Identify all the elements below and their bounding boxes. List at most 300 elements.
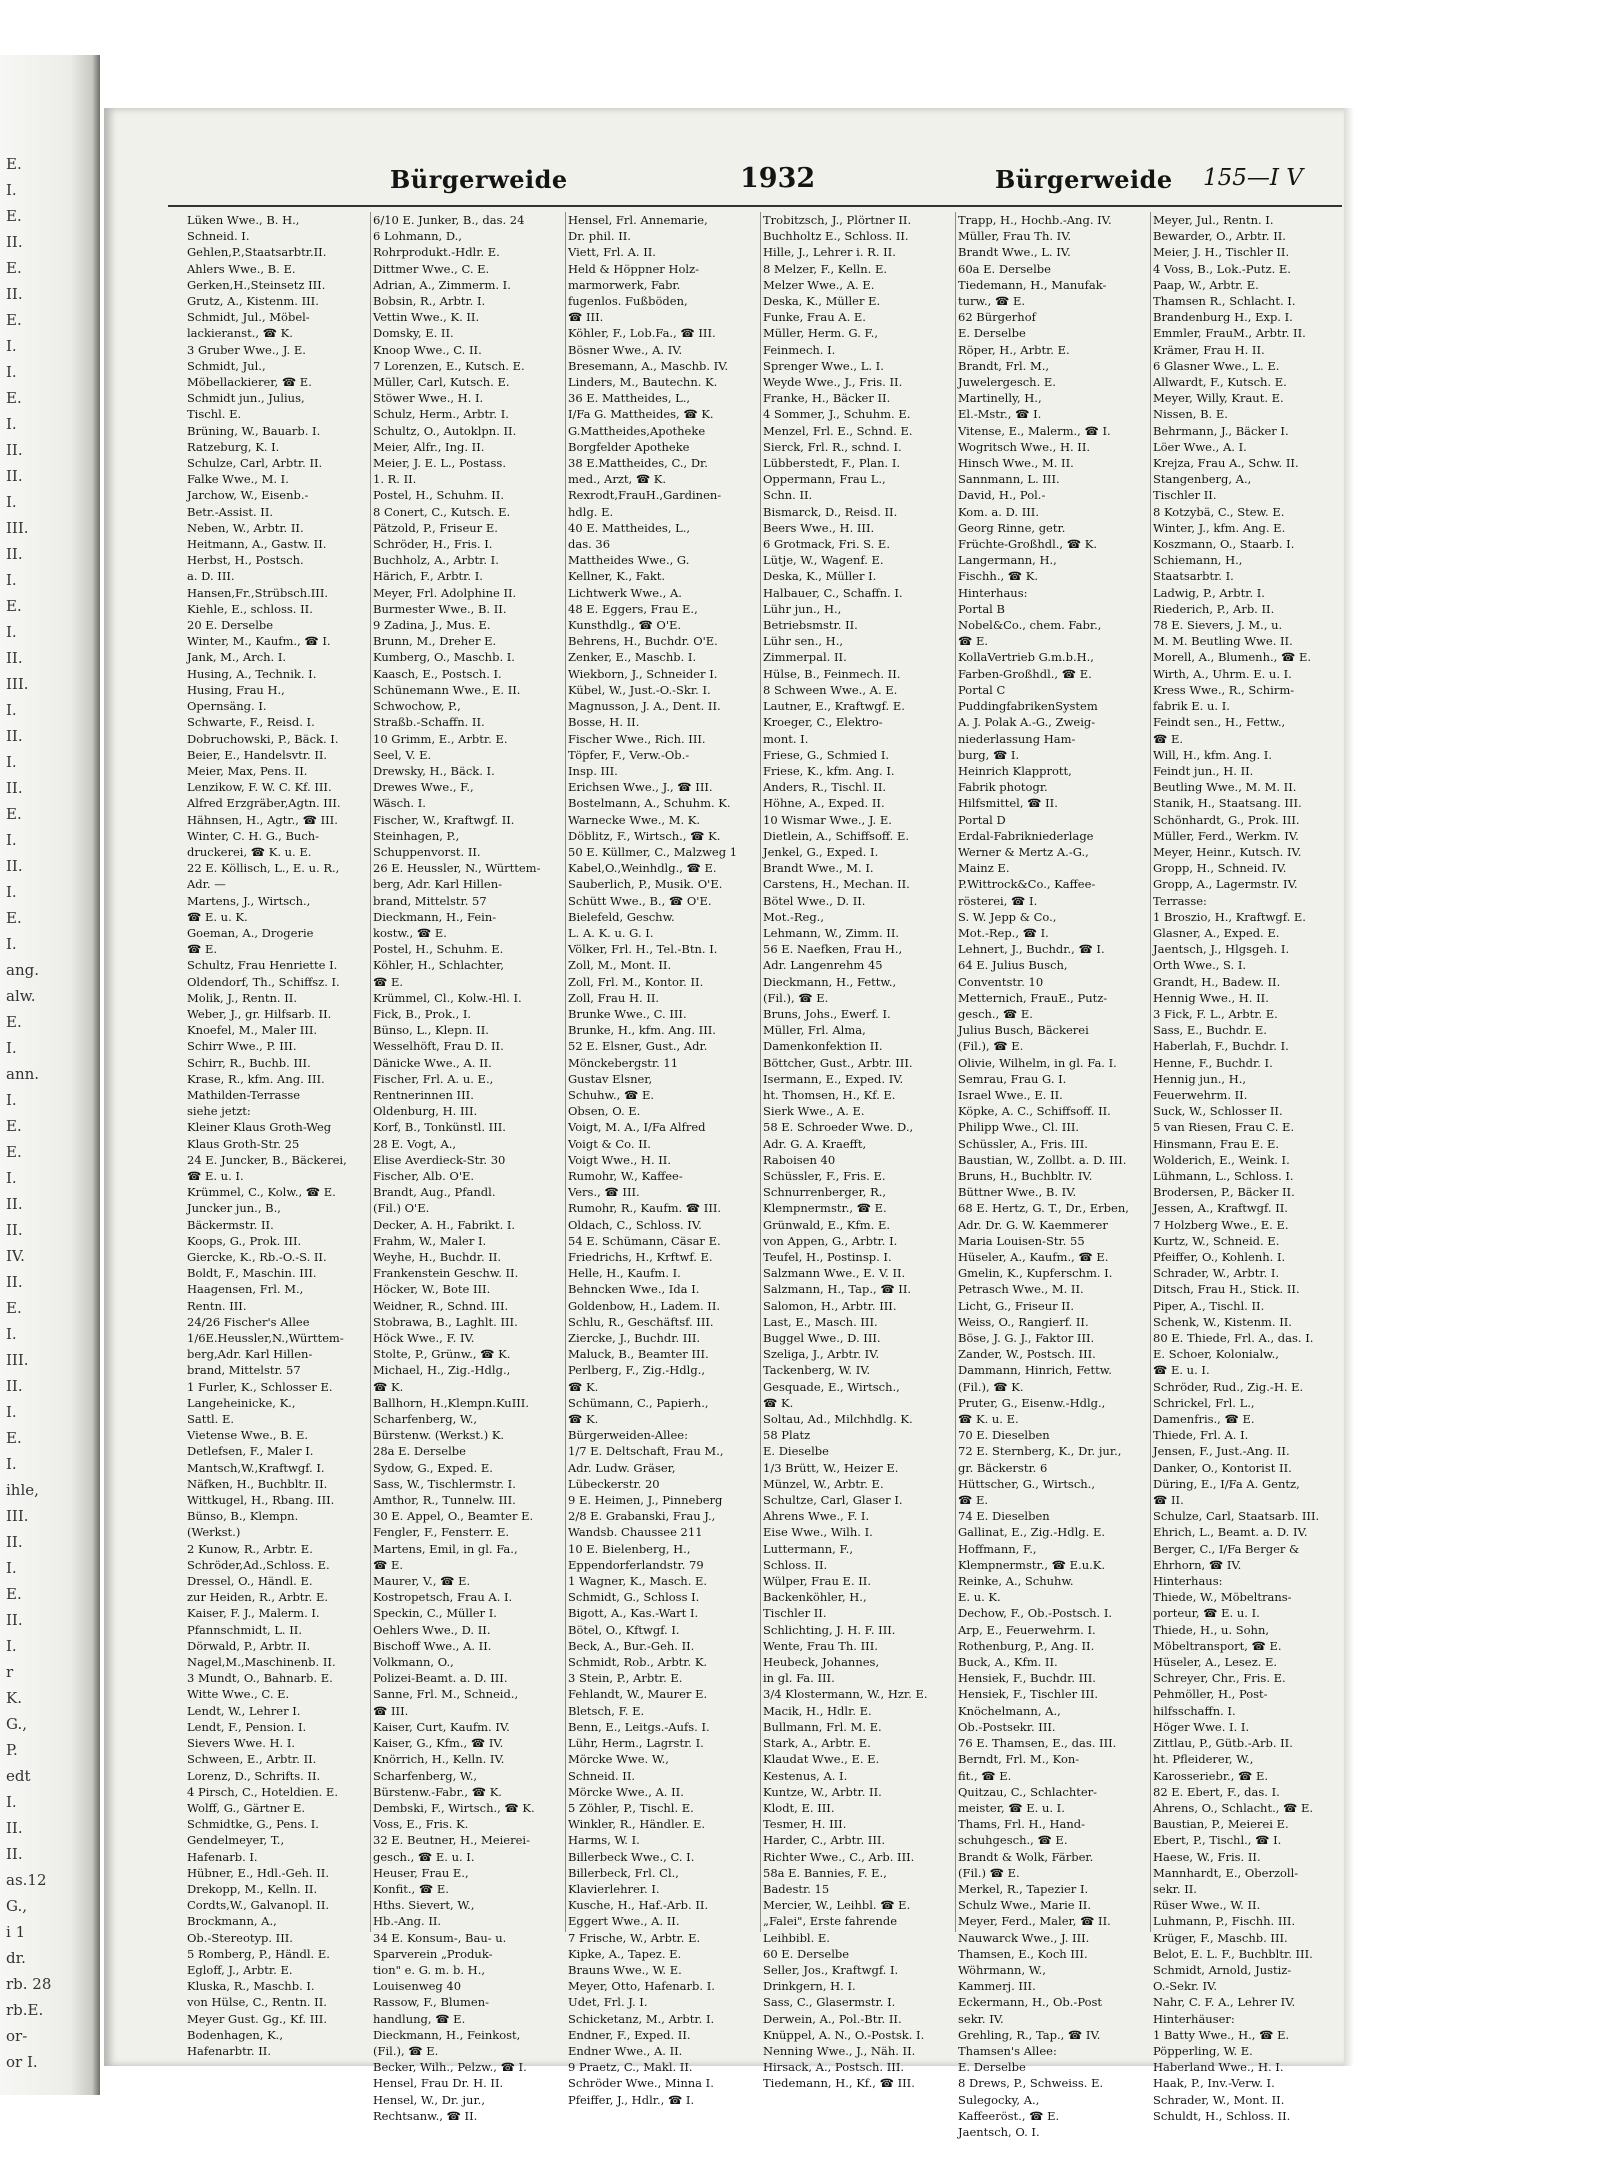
directory-entry: Thiede, H., u. Sohn, <box>1153 1622 1270 1637</box>
directory-entry: lackieranst., ☎ K. <box>187 326 293 341</box>
gutter-fragment: I. <box>6 1637 17 1655</box>
directory-entry: E. u. K. <box>958 1590 1001 1605</box>
directory-entry: Schwarte, F., Reisd. I. <box>187 715 315 730</box>
directory-entry: (Fil.), ☎ E. <box>763 990 829 1005</box>
directory-entry: ☎ E. <box>958 634 989 649</box>
directory-entry: Kunsthdlg., ☎ O'E. <box>568 618 682 633</box>
directory-entry: Mantsch,W.,Kraftwgf. I. <box>187 1460 325 1475</box>
directory-entry: Grünwald, E., Kfm. E. <box>763 1217 891 1232</box>
directory-entry: 3 Stein, P., Arbtr. E. <box>568 1671 683 1686</box>
directory-entry: Klempnermstr., ☎ E. <box>763 1201 887 1216</box>
directory-entry: Krämer, Frau H. II. <box>1153 342 1265 357</box>
directory-entry: 72 E. Sternberg, K., Dr. jur., <box>958 1444 1122 1459</box>
directory-entry: Menzel, Frl. E., Schnd. E. <box>763 423 913 438</box>
directory-entry: Krümmel, C., Kolw., ☎ E. <box>187 1185 336 1200</box>
directory-entry: Sass, E., Buchdr. E. <box>1153 1023 1267 1038</box>
directory-entry: Bewarder, O., Arbtr. II. <box>1153 229 1286 244</box>
directory-entry: Hinterhaus: <box>958 585 1028 600</box>
gutter-fragment: P. <box>6 1741 18 1759</box>
directory-entry: Nenning Wwe., J., Näh. II. <box>763 2043 916 2058</box>
directory-entry: Adr. G. A. Kraefft, <box>763 1136 867 1151</box>
directory-entry: Grutz, A., Kistenm. III. <box>187 294 319 309</box>
directory-entry: Thams, Frl. H., Hand- <box>958 1817 1086 1832</box>
directory-entry: 3/4 Klostermann, W., Hzr. E. <box>763 1687 928 1702</box>
directory-entry: ☎ III. <box>568 310 604 325</box>
directory-entry: ☎ K. u. E. <box>958 1412 1019 1427</box>
directory-entry: Rentnerinnen III. <box>373 1087 474 1102</box>
directory-entry: Brandt, Frl. M., <box>958 358 1050 373</box>
directory-entry: Arp, E., Feuerwehrm. I. <box>958 1622 1096 1637</box>
directory-entry: PuddingfabrikenSystem <box>958 699 1098 714</box>
directory-entry: 74 E. Dieselben <box>958 1509 1050 1524</box>
gutter-fragment: II. <box>6 441 23 459</box>
directory-entry: Tischl. E. <box>187 407 242 422</box>
directory-entry: Kuntze, W., Arbtr. II. <box>763 1784 882 1799</box>
directory-entry: Sass, W., Tischlermstr. I. <box>373 1476 516 1491</box>
directory-entry: 5 van Riesen, Frau C. E. <box>1153 1120 1295 1135</box>
directory-entry: Adr. Ludw. Gräser, <box>568 1460 676 1475</box>
directory-entry: Sprenger Wwe., L. I. <box>763 358 884 373</box>
directory-entry: Adr. Langenrehm 45 <box>763 958 883 973</box>
directory-entry: Hths. Sievert, W., <box>373 1898 475 1913</box>
directory-entry: Lichtwerk Wwe., A. <box>568 585 682 600</box>
directory-entry: Staatsarbtr. I. <box>1153 569 1234 584</box>
directory-entry: Schümann, C., Papierh., <box>568 1395 709 1410</box>
directory-entry: Bötel, O., Kftwgf. I. <box>568 1622 680 1637</box>
directory-entry: Fischer, Alb. O'E. <box>373 1168 475 1183</box>
directory-entry: Trapp, H., Hochb.-Ang. IV. <box>958 213 1112 227</box>
directory-entry: 36 E. Mattheides, L., <box>568 391 691 406</box>
directory-entry: Orth Wwe., S. I. <box>1153 958 1247 973</box>
directory-entry: Tiedemann, H., Manufak- <box>958 277 1107 292</box>
gutter-fragment: I. <box>6 415 17 433</box>
directory-entry: von Hülse, C., Rentn. II. <box>187 1995 327 2010</box>
directory-entry: Brandt Wwe., L. IV. <box>958 245 1071 260</box>
directory-entry: Lübberstedt, F., Plan. I. <box>763 456 901 471</box>
gutter-fragment: IV. <box>6 1247 25 1265</box>
directory-entry: Oehlers Wwe., D. II. <box>373 1622 491 1637</box>
directory-entry: Wöhrmann, W., <box>958 1962 1046 1977</box>
directory-entry: Hilfsmittel, ☎ II. <box>958 796 1058 811</box>
directory-entry: Schirr, R., Buchb. III. <box>187 1055 311 1070</box>
directory-entry: Friedrichs, H., Krftwf. E. <box>568 1250 713 1264</box>
gutter-fragment: I. <box>6 883 17 901</box>
directory-entry: Farben-Großhdl., ☎ E. <box>958 666 1092 681</box>
gutter-fragment: I. <box>6 701 17 719</box>
directory-entry: 1/6E.Heussler,N.,Württem- <box>187 1331 344 1346</box>
directory-entry: Burmester Wwe., B. II. <box>373 601 507 616</box>
directory-entry: Drewes Wwe., F., <box>373 780 474 795</box>
directory-entry: Bobsin, R., Arbtr. I. <box>373 294 486 309</box>
directory-entry: Kestenus, A. I. <box>763 1768 848 1783</box>
directory-entry: Salomon, H., Arbtr. III. <box>763 1298 897 1313</box>
directory-entry: Berger, C., I/Fa Berger & <box>1153 1541 1300 1556</box>
directory-entry: Näfken, H., Buchbltr. II. <box>187 1476 328 1491</box>
directory-entry: ☎ E. u. I. <box>1153 1363 1210 1378</box>
directory-entry: Pfeiffer, J., Hdlr., ☎ I. <box>568 2092 695 2107</box>
directory-entry: Nobel&Co., chem. Fabr., <box>958 618 1102 633</box>
directory-entry: 68 E. Hertz, G. T., Dr., Erben, <box>958 1201 1129 1216</box>
directory-entry: Früchte-Großhdl., ☎ K. <box>958 537 1097 552</box>
directory-entry: Grandt, H., Badew. II. <box>1153 974 1281 989</box>
directory-entry: Bletsch, F. E. <box>568 1703 645 1718</box>
directory-entry: Erichsen Wwe., J., ☎ III. <box>568 780 713 795</box>
gutter-fragment: I. <box>6 935 17 953</box>
directory-entry: ☎ K. <box>568 1412 599 1427</box>
directory-entry: ☎ E. u. I. <box>187 1168 244 1183</box>
directory-entry: Mercier, W., Leihbl. ☎ E. <box>763 1898 911 1913</box>
gutter-fragment: I. <box>6 1039 17 1057</box>
directory-entry: Mot.-Rep., ☎ I. <box>958 925 1049 940</box>
directory-entry: Hensel, Frl. Annemarie, <box>568 213 708 227</box>
directory-entry: Meyer, Jul., Rentn. I. <box>1153 213 1274 227</box>
directory-entry: Schween, E., Arbtr. II. <box>187 1752 317 1767</box>
directory-entry: Wittkugel, H., Rbang. III. <box>187 1493 335 1508</box>
directory-entry: 3 Gruber Wwe., J. E. <box>187 342 306 357</box>
directory-entry: Lühr, Herm., Lagrstr. I. <box>568 1736 704 1751</box>
directory-entry: Hensiek, F., Tischler III. <box>958 1687 1099 1702</box>
directory-entry: Polizei-Beamt. a. D. III. <box>373 1671 508 1686</box>
directory-entry: Bielefeld, Geschw. <box>568 909 675 924</box>
directory-entry: Stangenberg, A., <box>1153 472 1252 487</box>
directory-entry: Scharfenberg, W., <box>373 1768 478 1783</box>
directory-entry: Elise Averdieck-Str. 30 <box>373 1152 506 1167</box>
directory-entry: Lühr sen., H., <box>763 634 844 649</box>
gutter-fragment: II. <box>6 727 23 745</box>
gutter-fragment: II. <box>6 545 23 563</box>
directory-entry: Behrmann, J., Bäcker I. <box>1153 423 1289 438</box>
directory-column-3 <box>565 212 748 2107</box>
directory-entry: (Werkst.) <box>187 1525 241 1540</box>
directory-entry: Emmler, FrauM., Arbtr. II. <box>1153 326 1306 341</box>
directory-entry: 1/7 E. Deltschaft, Frau M., <box>568 1444 724 1459</box>
directory-entry: Dittmer Wwe., C. E. <box>373 261 490 276</box>
directory-entry: Sanne, Frl. M., Schneid., <box>373 1687 519 1702</box>
directory-entry: fugenlos. Fußböden, <box>568 294 688 309</box>
gutter-fragment: II. <box>6 467 23 485</box>
directory-entry: 32 E. Beutner, H., Meierei- <box>373 1833 530 1848</box>
directory-entry: 4 Sommer, J., Schuhm. E. <box>763 407 911 422</box>
directory-entry: Ahrens Wwe., F. I. <box>763 1509 870 1524</box>
directory-entry: Betr.-Assist. II. <box>187 504 274 519</box>
directory-entry: Lübeckerstr. 20 <box>568 1476 660 1491</box>
directory-entry: Eggert Wwe., A. II. <box>568 1914 680 1929</box>
directory-entry: Schloss. II. <box>763 1557 828 1572</box>
directory-entry: Klodt, E. III. <box>763 1800 835 1815</box>
directory-entry: 1 Batty Wwe., H., ☎ E. <box>1153 2027 1290 2042</box>
directory-entry: 60a E. Derselbe <box>958 261 1051 276</box>
directory-entry: Voigt & Co. II. <box>568 1136 651 1151</box>
gutter-fragment: or I. <box>6 2053 38 2071</box>
directory-entry: 60 E. Derselbe <box>763 1946 850 1961</box>
directory-entry: Rohrprodukt.-Hdlr. E. <box>373 245 500 260</box>
directory-entry: Lühr jun., H., <box>763 601 842 616</box>
directory-entry: 28a E. Derselbe <box>373 1444 466 1459</box>
directory-entry: Schmidtke, G., Pens. I. <box>187 1817 319 1832</box>
directory-entry: Kumberg, O., Maschb. I. <box>373 650 515 665</box>
directory-entry: 8 Drews, P., Schweiss. E. <box>958 2076 1104 2091</box>
directory-entry: Backenköhler, H., <box>763 1590 867 1605</box>
directory-entry: 50 E. Küllmer, C., Malzweg 1 <box>568 844 738 859</box>
directory-entry: Hüseler, A., Kaufm., ☎ E. <box>958 1250 1109 1264</box>
gutter-fragment: II. <box>6 1819 23 1837</box>
directory-entry: Langeheinicke, K., <box>187 1395 296 1410</box>
directory-entry: Schröder, Rud., Zig.-H. E. <box>1153 1379 1304 1394</box>
directory-entry: Schneid. I. <box>187 229 250 244</box>
directory-entry: Philipp Wwe., Cl. III. <box>958 1120 1080 1135</box>
directory-entry: Bosse, H. II. <box>568 715 640 730</box>
directory-entry: Sass, C., Glasermstr. I. <box>763 1995 896 2010</box>
directory-entry: turw., ☎ E. <box>958 294 1026 309</box>
directory-entry: Conventstr. 10 <box>958 974 1044 989</box>
directory-entry: Isermann, E., Exped. IV. <box>763 1071 904 1086</box>
directory-entry: Haak, P., Inv.-Verw. I. <box>1153 2076 1275 2091</box>
directory-entry: kostw., ☎ E. <box>373 925 447 940</box>
directory-entry: Töpfer, F., Verw.-Ob.- <box>568 747 690 762</box>
directory-entry: Cordts,W., Galvanopl. II. <box>187 1898 330 1913</box>
directory-entry: 3 Fick, F. L., Arbtr. E. <box>1153 1006 1278 1021</box>
directory-entry: Metternich, FrauE., Putz- <box>958 990 1108 1005</box>
directory-entry: Baustian, P., Meierei E. <box>1153 1817 1289 1832</box>
directory-entry: Dobruchowski, P., Bäck. I. <box>187 731 339 746</box>
directory-entry: Beck, A., Bur.-Geh. II. <box>568 1638 695 1653</box>
gutter-fragment: I. <box>6 1403 17 1421</box>
directory-entry: Amthor, R., Tunnelw. III. <box>373 1493 516 1508</box>
directory-entry: Feindt sen., H., Fettw., <box>1153 715 1286 730</box>
directory-entry: David, H., Pol.- <box>958 488 1046 503</box>
directory-entry: Sattl. E. <box>187 1412 235 1427</box>
directory-entry: Lütje, W., Wagenf. E. <box>763 553 884 568</box>
directory-entry: Fengler, F., Fensterr. E. <box>373 1525 510 1540</box>
gutter-fragment: I. <box>6 337 17 355</box>
directory-entry: Hafenarbtr. II. <box>187 2043 271 2058</box>
directory-entry: Bodenhagen, K., <box>187 2027 283 2042</box>
directory-entry: Kleiner Klaus Groth-Weg <box>187 1120 332 1135</box>
directory-entry: Stanik, H., Staatsang. III. <box>1153 796 1302 811</box>
directory-entry: Meyer, Heinr., Kutsch. IV. <box>1153 844 1302 859</box>
directory-entry: Olivie, Wilhelm, in gl. Fa. I. <box>958 1055 1117 1070</box>
directory-entry: 62 Bürgerhof <box>958 310 1036 325</box>
directory-column-6 <box>1150 212 1333 2123</box>
directory-entry: Merkel, R., Tapezier I. <box>958 1881 1089 1896</box>
year-heading: 1932 <box>740 163 816 194</box>
directory-entry: Brüning, W., Bauarb. I. <box>187 423 321 438</box>
directory-entry: Schuhw., ☎ E. <box>568 1087 655 1102</box>
directory-entry: Nahr, C. F. A., Lehrer IV. <box>1153 1995 1296 2010</box>
directory-entry: Betriebsmstr. II. <box>763 618 858 633</box>
directory-entry: Dieckmann, H., Fettw., <box>763 974 897 989</box>
directory-entry: Koops, G., Prok. III. <box>187 1233 302 1248</box>
directory-entry: Wandsb. Chaussee 211 <box>568 1525 703 1540</box>
directory-entry: 10 Wismar Wwe., J. E. <box>763 812 892 827</box>
directory-entry: Straßb.-Schaffn. II. <box>373 715 485 730</box>
directory-entry: Brandt & Wolk, Färber. <box>958 1849 1094 1864</box>
directory-entry: Drekopp, M., Kelln. II. <box>187 1881 318 1896</box>
directory-entry: Sauberlich, P., Musik. O'E. <box>568 877 723 892</box>
directory-entry: ☎ K. <box>568 1379 599 1394</box>
directory-entry: Funke, Frau A. E. <box>763 310 866 325</box>
gutter-fragment: ann. <box>6 1065 40 1083</box>
directory-entry: Böse, J. G. J., Faktor III. <box>958 1331 1095 1346</box>
gutter-fragment: I. <box>6 1169 17 1187</box>
directory-entry: Mattheides Wwe., G. <box>568 553 690 568</box>
directory-entry: Brandt Wwe., M. I. <box>763 861 874 876</box>
directory-entry: Bismarck, D., Reisd. II. <box>763 504 898 519</box>
gutter-fragment: as.12 <box>6 1871 47 1889</box>
directory-entry: Meier, Max, Pens. II. <box>187 763 308 778</box>
directory-entry: Drinkgern, H. I. <box>763 1979 856 1994</box>
directory-entry: Ditsch, Frau H., Stick. II. <box>1153 1282 1300 1297</box>
directory-entry: Bullmann, Frl. M. E. <box>763 1719 882 1734</box>
directory-entry: Müller, Ferd., Werkm. IV. <box>1153 828 1299 843</box>
directory-entry: Schönhardt, G., Prok. III. <box>1153 812 1300 827</box>
directory-entry: Buchholz, A., Arbtr. I. <box>373 553 499 568</box>
directory-entry: Badestr. 15 <box>763 1881 830 1896</box>
directory-entry: Hinsch Wwe., M. II. <box>958 456 1074 471</box>
directory-entry: Schmidt, Rob., Arbtr. K. <box>568 1655 708 1670</box>
directory-entry: Will, H., kfm. Ang. I. <box>1153 747 1272 762</box>
directory-entry: KollaVertrieb G.m.b.H., <box>958 650 1094 665</box>
directory-entry: Postel, H., Schuhm. E. <box>373 942 504 957</box>
directory-entry: Ladwig, P., Arbtr. I. <box>1153 585 1265 600</box>
directory-entry: handlung, ☎ E. <box>373 2011 466 2026</box>
directory-entry: Martens, Emil, in gl. Fa., <box>373 1541 518 1556</box>
directory-entry: Weidner, R., Schnd. III. <box>373 1298 509 1313</box>
directory-entry: Kipke, A., Tapez. E. <box>568 1946 682 1961</box>
directory-entry: siehe jetzt: <box>187 1104 251 1119</box>
directory-entry: Gesquade, E., Wirtsch., <box>763 1379 900 1394</box>
directory-entry: Schulze, Carl, Arbtr. II. <box>187 456 323 471</box>
directory-entry: Salzmann Wwe., E. V. II. <box>763 1266 906 1281</box>
directory-entry: 40 E. Mattheides, L., <box>568 520 691 535</box>
directory-entry: Gallinat, E., Zig.-Hdlg. E. <box>958 1525 1105 1540</box>
directory-entry: 70 E. Dieselben <box>958 1428 1050 1443</box>
directory-entry: Schultze, Carl, Glaser I. <box>763 1493 903 1508</box>
directory-entry: Licht, G., Friseur II. <box>958 1298 1074 1313</box>
directory-entry: Meyer, Ferd., Maler, ☎ II. <box>958 1914 1111 1929</box>
directory-entry: Möbeltransport, ☎ E. <box>1153 1638 1282 1653</box>
directory-entry: Hb.-Ang. II. <box>373 1914 442 1929</box>
directory-entry: Dembski, F., Wirtsch., ☎ K. <box>373 1800 535 1815</box>
directory-entry: Sparverein „Produk- <box>373 1946 493 1961</box>
directory-entry: Schulz, Herm., Arbtr. I. <box>373 407 509 422</box>
directory-entry: Benn, E., Leitgs.-Aufs. I. <box>568 1719 710 1734</box>
gutter-fragment: edt <box>6 1767 31 1785</box>
directory-entry: ☎ K. <box>373 1379 404 1394</box>
directory-entry: hdlg. E. <box>568 504 614 519</box>
gutter-fragment: E. <box>6 805 22 823</box>
directory-entry: Bigott, A., Kas.-Wart I. <box>568 1606 699 1621</box>
directory-entry: 1 Wagner, K., Masch. E. <box>568 1574 708 1589</box>
gutter-fragment: or- <box>6 2027 28 2045</box>
directory-entry: Endner, F., Exped. II. <box>568 2027 691 2042</box>
directory-entry: Vietense Wwe., B. E. <box>187 1428 309 1443</box>
directory-entry: Schröder Wwe., Minna I. <box>568 2076 714 2091</box>
directory-entry: Karosseriebr., ☎ E. <box>1153 1768 1269 1783</box>
directory-entry: Dietlein, A., Schiffsoff. E. <box>763 828 909 843</box>
directory-entry: Schenk, W., Kistenm. II. <box>1153 1314 1292 1329</box>
directory-entry: Michael, H., Zig.-Hdlg., <box>373 1363 511 1378</box>
directory-entry: Bürgerweiden-Allee: <box>568 1428 688 1443</box>
directory-entry: Kiehle, E., schloss. II. <box>187 601 313 616</box>
directory-entry: Gustav Elsner, <box>568 1071 653 1086</box>
directory-entry: O.-Sekr. IV. <box>1153 1979 1217 1994</box>
directory-entry: ☎ E. <box>958 1493 989 1508</box>
directory-entry: (Fil.) O'E. <box>373 1201 430 1216</box>
directory-entry: Damenfris., ☎ E. <box>1153 1412 1255 1427</box>
street-heading-right: Bürgerweide <box>995 165 1173 194</box>
directory-entry: gesch., ☎ E. u. I. <box>373 1849 475 1864</box>
directory-entry: das. 36 <box>568 537 611 552</box>
directory-entry: Schlichting, J. H. F. III. <box>763 1622 896 1637</box>
directory-entry: Martinelly, H., <box>958 391 1042 406</box>
directory-entry: Bünso, B., Klempn. <box>187 1509 299 1524</box>
directory-entry: sekr. II. <box>1153 1881 1197 1896</box>
directory-entry: Schmidt, Arnold, Justiz- <box>1153 1962 1292 1977</box>
directory-entry: Müller, Carl, Kutsch. E. <box>373 375 510 390</box>
directory-entry: Thamsen R., Schlacht. I. <box>1153 294 1296 309</box>
directory-entry: Winkler, R., Händler. E. <box>568 1817 706 1832</box>
directory-entry: Fischh., ☎ K. <box>958 569 1039 584</box>
directory-entry: Warnecke Wwe., M. K. <box>568 812 701 827</box>
directory-entry: Buchholtz E., Schloss. II. <box>763 229 909 244</box>
directory-entry: Kaasch, E., Postsch. I. <box>373 666 502 681</box>
directory-entry: Becker, Wilh., Pelzw., ☎ I. <box>373 2060 527 2075</box>
directory-entry: S. W. Jepp & Co., <box>958 909 1057 924</box>
directory-entry: Lendt, W., Lehrer I. <box>187 1703 301 1718</box>
directory-entry: (Fil.), ☎ E. <box>958 1039 1024 1054</box>
directory-entry: Schwochow, P., <box>373 699 461 714</box>
directory-entry: 28 E. Vogt, A., <box>373 1136 457 1151</box>
directory-entry: Weber, J., gr. Hilfsarb. II. <box>187 1006 332 1021</box>
gutter-fragment: III. <box>6 1351 29 1369</box>
directory-entry: Schrickel, Frl. L., <box>1153 1395 1255 1410</box>
directory-entry: Oppermann, Frau L., <box>763 472 886 487</box>
directory-entry: 8 Kotzybä, C., Stew. E. <box>1153 504 1285 519</box>
directory-entry: (Fil.), ☎ E. <box>373 2043 439 2058</box>
directory-entry: Schmidt, G., Schloss I. <box>568 1590 700 1605</box>
gutter-fragment: E. <box>6 597 22 615</box>
directory-entry: Knoop Wwe., C. II. <box>373 342 482 357</box>
directory-entry: Rumohr, W., Kaffee- <box>568 1168 683 1183</box>
directory-entry: Harder, C., Arbtr. III. <box>763 1833 886 1848</box>
directory-entry: Dr. phil. II. <box>568 229 631 244</box>
directory-entry: Molik, J., Rentn. II. <box>187 990 297 1005</box>
gutter-fragment: I. <box>6 753 17 771</box>
directory-entry: 58 E. Schroeder Wwe. D., <box>763 1120 914 1135</box>
directory-entry: Last, E., Masch. III. <box>763 1314 878 1329</box>
directory-entry: Seller, Jos., Kraftwgf. I. <box>763 1962 899 1977</box>
directory-entry: Kluska, R., Maschb. I. <box>187 1979 315 1994</box>
directory-entry: berg,Adr. Karl Hillen- <box>187 1347 313 1362</box>
directory-entry: Helle, H., Kaufm. I. <box>568 1266 681 1281</box>
directory-entry: Tischler II. <box>1153 488 1217 503</box>
gutter-fragment: E. <box>6 259 22 277</box>
directory-entry: Friese, G., Schmied I. <box>763 747 890 762</box>
directory-entry: Ahrens, O., Schlacht., ☎ E. <box>1153 1800 1314 1815</box>
directory-entry: Wente, Frau Th. III. <box>763 1638 878 1653</box>
directory-entry: Alfred Erzgräber,Agtn. III. <box>187 796 341 811</box>
directory-entry: Portal D <box>958 812 1006 827</box>
directory-entry: Tischler II. <box>763 1606 827 1621</box>
directory-entry: Gmelin, K., Kupferschm. I. <box>958 1266 1113 1281</box>
directory-entry: Scharfenberg, W., <box>373 1412 478 1427</box>
directory-entry: ht. Thomsen, H., Kf. E. <box>763 1087 896 1102</box>
directory-entry: Schlu, R., Geschäftsf. III. <box>568 1314 714 1329</box>
directory-entry: Rechtsanw., ☎ II. <box>373 2108 478 2123</box>
directory-entry: Langermann, H., <box>958 553 1057 568</box>
gutter-fragment: G., <box>6 1897 27 1915</box>
